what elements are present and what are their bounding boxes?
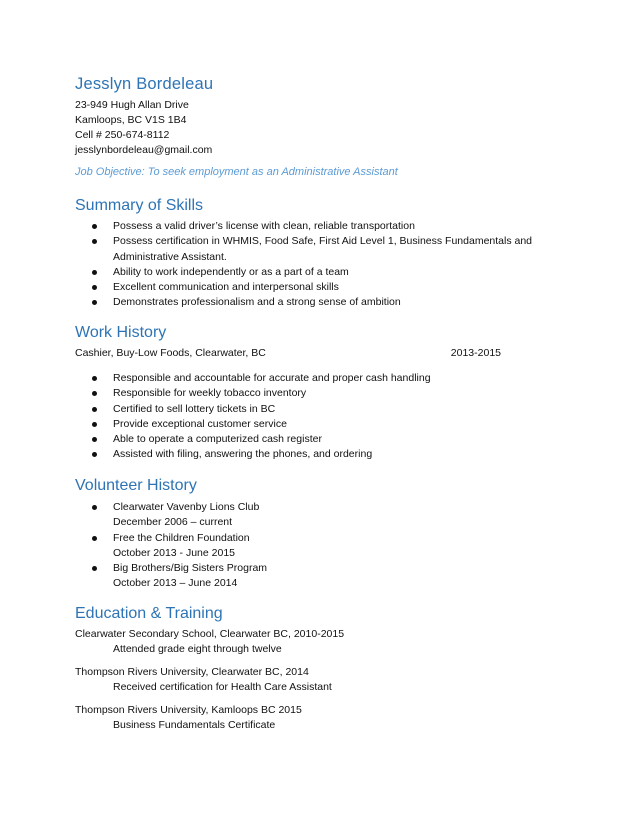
job-line (75, 347, 501, 359)
duty-item: Responsible for weekly tobacco inventory (0, 386, 533, 401)
bullet-icon (92, 452, 97, 457)
bullet-icon (92, 391, 97, 396)
email-address: jesslynbordeleau@gmail.com (75, 144, 213, 156)
volunteer-dates: December 2006 – current (113, 516, 233, 529)
skill-item: Possess a valid driver’s license with clean, reliable transportation (0, 219, 533, 234)
bullet-icon (92, 376, 97, 381)
bullet-icon (92, 437, 97, 442)
volunteer-item (0, 500, 533, 531)
work-duties-list (0, 371, 533, 463)
volunteer-list (0, 500, 533, 592)
education-detail: Received certification for Health Care Assistant (113, 681, 332, 693)
duty-item: Provide exceptional customer service (0, 417, 533, 432)
volunteer-org: Clearwater Vavenby Lions Club (113, 501, 260, 513)
education-heading: Education & Training (75, 605, 223, 622)
volunteer-org: Free the Children Foundation (113, 531, 250, 544)
education-school: Thompson Rivers University, Kamloops BC 2015 (75, 704, 302, 716)
contact-block (75, 98, 212, 158)
duty-item: Assisted with filing, answering the phones, and ordering (0, 447, 533, 462)
address-line-2: Kamloops, BC V1S 1B4 (75, 114, 187, 126)
job-years: 2013-2015 (450, 347, 501, 359)
education-school: Thompson Rivers University, Clearwater BC, 2014 (75, 666, 309, 678)
bullet-icon (92, 505, 97, 510)
job-title: Cashier, Buy-Low Foods, Clearwater, BC (75, 347, 266, 359)
bullet-icon (92, 224, 97, 229)
volunteer-item (0, 531, 533, 562)
education-entry (75, 665, 332, 695)
skill-item: Excellent communication and interpersonal skills (0, 280, 533, 295)
job-objective: Job Objective: To seek employment as an Administrative Assistant (75, 166, 398, 178)
bullet-icon (92, 300, 97, 305)
volunteer-org: Big Brothers/Big Sisters Program (113, 562, 268, 575)
education-detail: Attended grade eight through twelve (113, 643, 282, 655)
skill-item: Possess certification in WHMIS, Food Safe, First Aid Level 1, Business Fundamentals and Administrative Assistant. (0, 234, 533, 265)
duty-item: Responsible and accountable for accurate and proper cash handling (0, 371, 533, 386)
duty-item: Certified to sell lottery tickets in BC (0, 402, 533, 417)
skill-item: Ability to work independently or as a part of a team (0, 265, 533, 280)
bullet-icon (92, 566, 97, 571)
education-detail: Business Fundamentals Certificate (113, 719, 276, 731)
applicant-name: Jesslyn Bordeleau (75, 75, 214, 93)
bullet-icon (92, 407, 97, 412)
address-line-1: 23-949 Hugh Allan Drive (75, 99, 189, 111)
skill-item: Demonstrates professionalism and a strong sense of ambition (0, 295, 533, 310)
bullet-icon (92, 536, 97, 541)
duty-item: Able to operate a computerized cash register (0, 432, 533, 447)
phone-number: Cell # 250-674-8112 (75, 129, 170, 141)
bullet-icon (92, 239, 97, 244)
volunteer-dates: October 2013 – June 2014 (113, 577, 238, 590)
skills-heading: Summary of Skills (75, 197, 204, 214)
education-entry (75, 627, 344, 657)
bullet-icon (92, 285, 97, 290)
volunteer-heading: Volunteer History (75, 477, 197, 494)
bullet-icon (92, 270, 97, 275)
skills-list (0, 219, 533, 311)
education-entry (75, 703, 302, 733)
work-heading: Work History (75, 324, 167, 341)
volunteer-dates: October 2013 - June 2015 (113, 546, 236, 559)
education-school: Clearwater Secondary School, Clearwater BC, 2010-2015 (75, 628, 345, 640)
bullet-icon (92, 422, 97, 427)
volunteer-item (0, 561, 533, 592)
